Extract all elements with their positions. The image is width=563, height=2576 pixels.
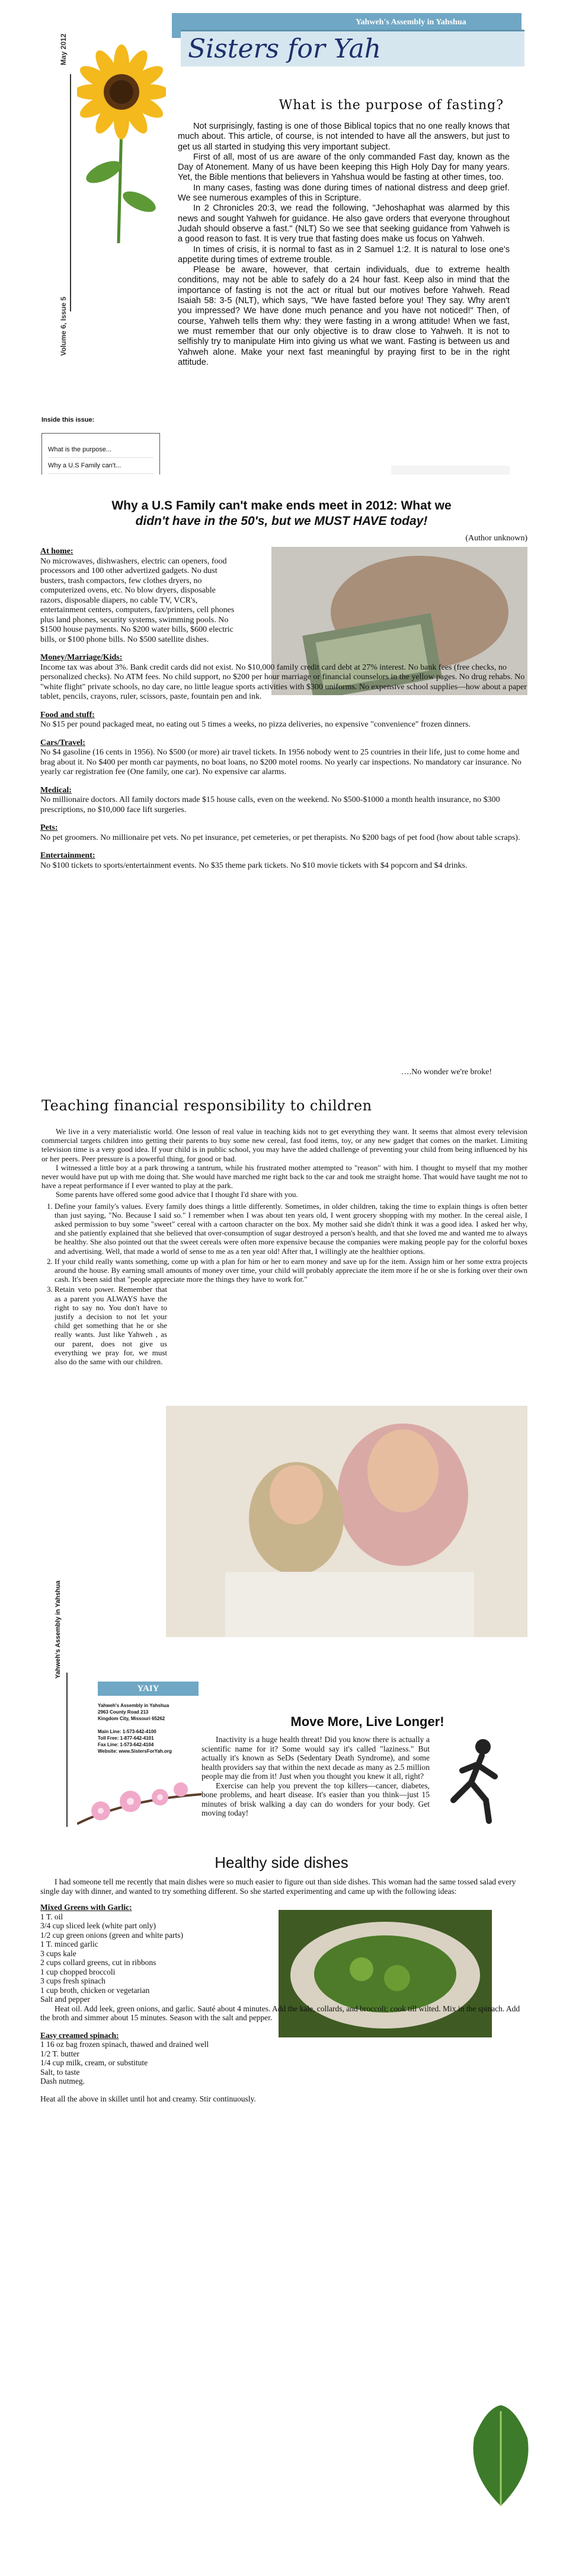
section-text: No $15 per pound packaged meat, no eating out 5 times a weeks, no pizza deliveries, no expensive "convenience" frozen dinners.	[40, 720, 471, 729]
ingredient: 1/2 T. butter	[40, 2049, 79, 2058]
newsletter-page-2	[0, 475, 563, 1091]
inside-issue-label: Inside this issue:	[41, 416, 95, 424]
article-paragraph: We live in a very materialistic world. One lesson of real value in teaching kids not to get everything they want. It seems that almost every television commercial targets children into getting their parents to buy some new cereal, fast food items, toy, or any new gadget that comes on the market. Limiting television time is a very good idea. If your child is in public school, you may have the added challenge of preventing your child from being influenced by his or her peers. Peer pressure is a powerful thing, for good or bad.	[41, 1127, 527, 1163]
advice-item-text: 3. Retain veto power. Remember that as a parent you ALWAYS have the right to say no. You don't have to justify a decision to not let your child get something that he or she really wants. Just like Yahweh , as our parent, does not give us everything we pray for, we must also do the same with our children.	[55, 1285, 167, 1367]
title-line-2: didn't have in the 50's, but we MUST HAVE today!	[135, 514, 428, 528]
address-line: Toll Free: 1-877-642-4101	[98, 1736, 154, 1741]
sunflower-image	[77, 36, 166, 249]
section-pets	[40, 823, 527, 843]
closing-line: ….No wonder we're broke!	[401, 1068, 492, 1077]
advice-list	[41, 1202, 527, 1367]
section-entertainment	[40, 851, 527, 871]
article-paragraph: In times of crisis, it is normal to fast as in 2 Samuel 1:2. It is natural to lose one's appetite during times of extreme trouble.	[178, 244, 510, 265]
move-more-title: Move More, Live Longer!	[290, 1714, 444, 1729]
section-heading: Cars/Travel:	[40, 738, 85, 747]
section-heading: Pets:	[40, 823, 58, 832]
move-more-body	[201, 1735, 430, 1818]
section-heading: Entertainment:	[40, 851, 95, 860]
cherry-blossom-image	[77, 1771, 201, 1836]
financial-article-body	[41, 1127, 527, 1367]
section-money	[40, 653, 527, 702]
ingredient: 1 cup broth, chicken or vegetarian	[40, 1985, 150, 1995]
ingredient: 1 T. minced garlic	[40, 1940, 98, 1948]
address-line: 2963 County Road 213	[98, 1709, 149, 1715]
section-text: No $100 tickets to sports/entertainment events. No $35 theme park tickets. No $10 movie tickets with $4 popcorn and $4 drinks.	[40, 861, 468, 870]
side-dishes-intro: I had someone tell me recently that main dishes were so much easier to figure out than side dishes. This woman had the same tossed salad every single day with dinner, and wanted to try something different. So she started experimenting and came up with the following ideas:	[40, 1877, 516, 1896]
ingredient: 1/2 cup green onions (green and white parts)	[40, 1930, 184, 1940]
section-text: No millionaire doctors. All family doctors made $15 house calls, even on the weekend. No $500-$1000 a month health insurance, no $300 prescriptions, no $10,000 face lift surgeries.	[40, 795, 500, 814]
section-medical	[40, 786, 527, 816]
inside-issue-item[interactable]: What is the purpose...	[48, 442, 153, 458]
ingredient-list	[40, 1912, 289, 2004]
article-paragraph: Not surprisingly, fasting is one of those Biblical topics that no one really knows that much about. This article, of course, is not intended to have all the answers, but just to get us all started in studying this very important subject.	[178, 122, 510, 152]
section-heading: Medical:	[40, 785, 72, 795]
financial-article-title: Teaching financial responsibility to children	[41, 1097, 372, 1114]
address-block	[98, 1702, 172, 1755]
recipe-method: Heat all the above in skillet until hot and creamy. Stir continuously.	[40, 2094, 256, 2103]
article-body	[178, 122, 510, 368]
ingredient: 2 cups collard greens, cut in ribbons	[40, 1958, 156, 1967]
ingredient: 1 T. oil	[40, 1912, 63, 1921]
newsletter-page-1	[0, 0, 563, 475]
section-cars	[40, 738, 527, 778]
website-link[interactable]: Website: www.SistersForYah.org	[98, 1749, 172, 1754]
recipes-body	[40, 1903, 520, 2103]
masthead-title: Sisters for Yah	[181, 30, 524, 66]
recipe-title: Mixed Greens with Garlic:	[40, 1903, 132, 1912]
address-line	[98, 1722, 172, 1728]
volume-issue: Volume 6, Issue 5	[59, 297, 68, 356]
move-paragraph: Exercise can help you prevent the top killers—cancer, diabetes, bone problems, and heart disease. It's easier than you think—just 15 minutes of brisk walking a day can do wonders for your body. Get moving today!	[201, 1781, 430, 1817]
newsletter-page-4	[0, 1580, 563, 2576]
inside-issue-item[interactable]: Why a U.S Family can't...	[48, 458, 153, 474]
spinach-leaf-image	[462, 2402, 539, 2509]
ingredient: 1/4 cup milk, cream, or substitute	[40, 2058, 148, 2067]
article-paragraph: In many cases, fasting was done during times of national distress and deep grief. We see numerous examples of this in Scripture.	[178, 183, 510, 203]
section-text: No $4 gasoline (16 cents in 1956). No $500 (or more) air travel tickets. In 1956 nobody went to 25 countries in their life, just to come home and brag about it. No $400 per month car payments, no boat loans, no $200 motel rooms. No yearly car inspections. No mandatory car insurance. No yearly car registration fee (One family, one car). No expensive car alarms.	[40, 748, 522, 776]
ingredient: 3 cups fresh spinach	[40, 1976, 105, 1985]
section-heading: At home:	[40, 547, 73, 556]
ingredient: 1 16 oz bag frozen spinach, thawed and drained well	[40, 2040, 209, 2049]
yaiy-banner: YAIY	[98, 1682, 199, 1696]
family-article-body	[40, 547, 527, 871]
address-line: Fax Line: 1-573-642-4104	[98, 1742, 154, 1747]
ingredient: Salt, to taste	[40, 2067, 80, 2077]
runner-silhouette-image	[436, 1735, 519, 1824]
title-line-1: Why a U.S Family can't make ends meet in 2012: What we	[111, 499, 452, 512]
section-heading: Money/Marriage/Kids:	[40, 653, 123, 662]
section-heading: Food and stuff:	[40, 710, 95, 719]
author-credit: (Author unknown)	[465, 534, 527, 543]
ingredient: Dash nutmeg.	[40, 2077, 85, 2085]
vertical-org-name: Yahweh's Assembly in Yahshua	[55, 1580, 62, 1679]
family-article-title	[36, 498, 527, 529]
ingredient: 3 cups kale	[40, 1948, 76, 1958]
section-text: Income tax was about 3%. Bank credit cards did not exist. No $10,000 family credit card debt at 27% interest. No bank fees (free checks, no personalized checks). No ATM fees. No child support, no $200 per hour marriage or financial counselors in the yellow pages. No drug rehabs. No "white flight" private schools, no day care, no little league sports activities with $300 uniforms. No expensive school supplies—how about a paper tablet, pencils, crayons, ruler, scissors, paste, fountain pen and ink.	[40, 663, 527, 701]
ingredient: 3/4 cup sliced leek (white part only)	[40, 1921, 156, 1930]
section-text: No microwaves, dishwashers, electric can openers, food processors and 100 other advertized gadgets. No dust busters, trash compactors, few clothes dryers, no computerized ovens, etc. No blow dryers, disposable razors, disposable diapers, no cable TV, VCR's, entertainment centers, computers, fax/printers, cell phones plus land phones, security systems, swimming pools. No $1500 house payments. No $200 water bills, $600 electric bills, or $100 phone bills. No $500 satellite dishes.	[40, 556, 235, 644]
vertical-divider	[66, 1673, 68, 1827]
section-at-home	[40, 547, 236, 645]
article-paragraph: Please be aware, however, that certain individuals, due to extreme health conditions, may not be able to safely do a 24 hour fast. Keep also in mind that the importance of fasting is not the act or ritual but our motives before Yahweh. Read Isaiah 58: 3-5 (NLT), which says, "We have fasted before you! They say. Why aren't you impressed? We have done much penance and you have not noticed!" Then, of course, Yahweh tells them why: they were fasting in a wrong attitude! When we fast, we must remember that our only objective is to draw close to Yahweh. It is not to selfishly try to manipulate Him into giving us what we want. Fasting is between us and Yahweh alone. Make your next fast meaningful by praying first to be in the right attitude.	[178, 265, 510, 367]
masthead-org: Yahweh's Assembly in Yahshua	[356, 18, 466, 27]
address-line: Main Line: 1-573-642-4100	[98, 1729, 156, 1734]
recipe-title: Easy creamed spinach:	[40, 2030, 119, 2040]
vertical-divider	[70, 74, 71, 311]
article-paragraph: First of all, most of us are aware of the only commanded Fast day, known as the Day of Atonement. Many of us have been keeping this High Holy Day for many years. Yet, the Bible mentions that believers in Yahshua would be fasting at other times, too.	[178, 152, 510, 183]
newsletter-page-3	[0, 1091, 563, 1661]
ingredient: Salt and pepper	[40, 1995, 90, 2004]
article-paragraph: Some parents have offered some good advice that I thought I'd share with you.	[56, 1190, 298, 1199]
advice-item: 2. If your child really wants something, come up with a plan for him or her to earn money and save up for the item. Assign him or her some extra projects around the house. By earning small amounts of money over time, your child will probably appreciate the item more if he or she is forking over their own cash. It's been said that "people appreciate more the things they have to work for."	[55, 1257, 527, 1284]
section-food	[40, 711, 527, 730]
advice-item: 1. Define your family's values. Every family does things a little differently. Sometimes, in older children, taking the time to explain things is often better than just saying, "No. Because I said so." I remember when I was about ten years old, I went grocery shopping with my mother. In the cereal aisle, I asked permission to buy some "sweet" cereal with a cartoon character on the box. My mother said she didn't think it was a good idea. I asked her why, and she patiently explained that she believed that over-consumption of sugar destroyed a person's health, and that she loved me and wanted me to always be healthy. She also pointed out that the sweet cereals were often more expensive because the companies were making people pay for the colorful boxes and advertising. Well, that made a world of sense to me as a ten year old! After that, I willingly ate the healthier options.	[55, 1202, 527, 1256]
ingredient-list	[40, 2040, 520, 2086]
father-son-image	[166, 1406, 527, 1637]
issue-date: May 2012	[59, 33, 68, 65]
side-dishes-title: Healthy side dishes	[215, 1854, 348, 1871]
address-line: Kingdom City, Missouri 65262	[98, 1716, 165, 1721]
recipe-method: Heat oil. Add leek, green onions, and garlic. Sauté about 4 minutes. Add the kale, collards, and broccoli; cook till wilted. Mix in the spinach. Add the broth and simmer about 15 minutes. Season with the salt and pepper.	[40, 2004, 520, 2022]
advice-item	[55, 1285, 527, 1366]
ingredient: 1 cup chopped broccoli	[40, 1967, 116, 1976]
article-paragraph: I witnessed a little boy at a park throwing a tantrum, while his frustrated mother attempted to "reason" with him. I thought to myself that my mother never would have put up with me doing that. She would have marched me right back to the car and took me straight home. That would have taught me not to have a repeat performance if I ever wanted to play at the park.	[41, 1163, 527, 1190]
article-heading: What is the purpose of fasting?	[279, 98, 504, 113]
move-paragraph: Inactivity is a huge health threat! Did you know there is actually a scientific name for it? Some would say it's called "laziness." But actually it's known as SeDs (Sedentary Death Syndrome), and some health providers say that within the next decade as many as 2.5 million people may die from it! Just when you thought you knew it all, right?	[201, 1735, 430, 1781]
address-line: Yahweh's Assembly in Yahshua	[98, 1703, 169, 1708]
section-text: No pet groomers. No millionaire pet vets. No pet insurance, pet cemeteries, or pet therapists. No $200 bags of pet food (how about table scraps).	[40, 833, 520, 842]
article-paragraph: In 2 Chronicles 20:3, we read the following, "Jehoshaphat was alarmed by this news and sought Yahweh for guidance. He also gave orders that everyone throughout Judah should observe a fast." (NLT) So we see that seeking guidance from Yahweh is a good reason to fast. It is very true that fasting does make us focus on Yahweh.	[178, 203, 510, 244]
